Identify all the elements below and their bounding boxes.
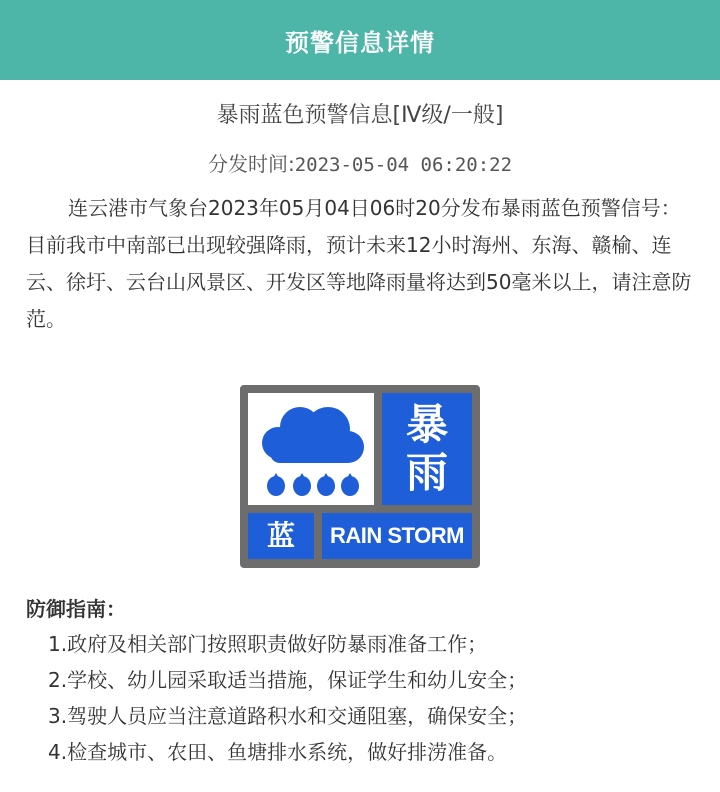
- guide-list: [48, 626, 698, 770]
- sign-level-label: 蓝: [248, 513, 314, 559]
- guide-item: 3.驾驶人员应当注意道路积水和交通阻塞，确保安全；: [48, 704, 528, 728]
- guide-item: 2.学校、幼儿园采取适当措施，保证学生和幼儿安全；: [48, 668, 528, 692]
- guide-heading: 防御指南：: [26, 597, 126, 621]
- issue-time: [0, 148, 720, 177]
- guide-item: 4.检查城市、农田、鱼塘排水系统，做好排涝准备。: [48, 740, 508, 764]
- rainstorm-blue-warning-sign: [240, 385, 480, 568]
- warning-content: 连云港市气象台2023年05月04日06时20分发布暴雨蓝色预警信号：目前我市中南部已出现较强降雨，预计未来12小时海州、东海、赣榆、连云、徐圩、云台山风景区、开发区等地降雨量将达到50毫米以上，请注意防范。: [26, 196, 692, 331]
- sign-char-yu: 雨: [405, 448, 448, 497]
- sign-char-bao: 暴: [405, 400, 448, 449]
- issue-time-value: 2023-05-04 06:20:22: [294, 154, 513, 176]
- sign-type-chars: [382, 393, 472, 505]
- warning-title: 暴雨蓝色预警信息[Ⅳ级/一般]: [216, 103, 504, 128]
- rain-cloud-icon: [248, 393, 374, 505]
- page-header: [0, 0, 720, 80]
- issue-time-label: 分发时间:: [207, 152, 295, 176]
- sign-english-label: RAIN STORM: [322, 513, 472, 559]
- guide-item: 1.政府及相关部门按照职责做好防暴雨准备工作；: [48, 632, 488, 656]
- page-title: 预警信息详情: [285, 28, 435, 57]
